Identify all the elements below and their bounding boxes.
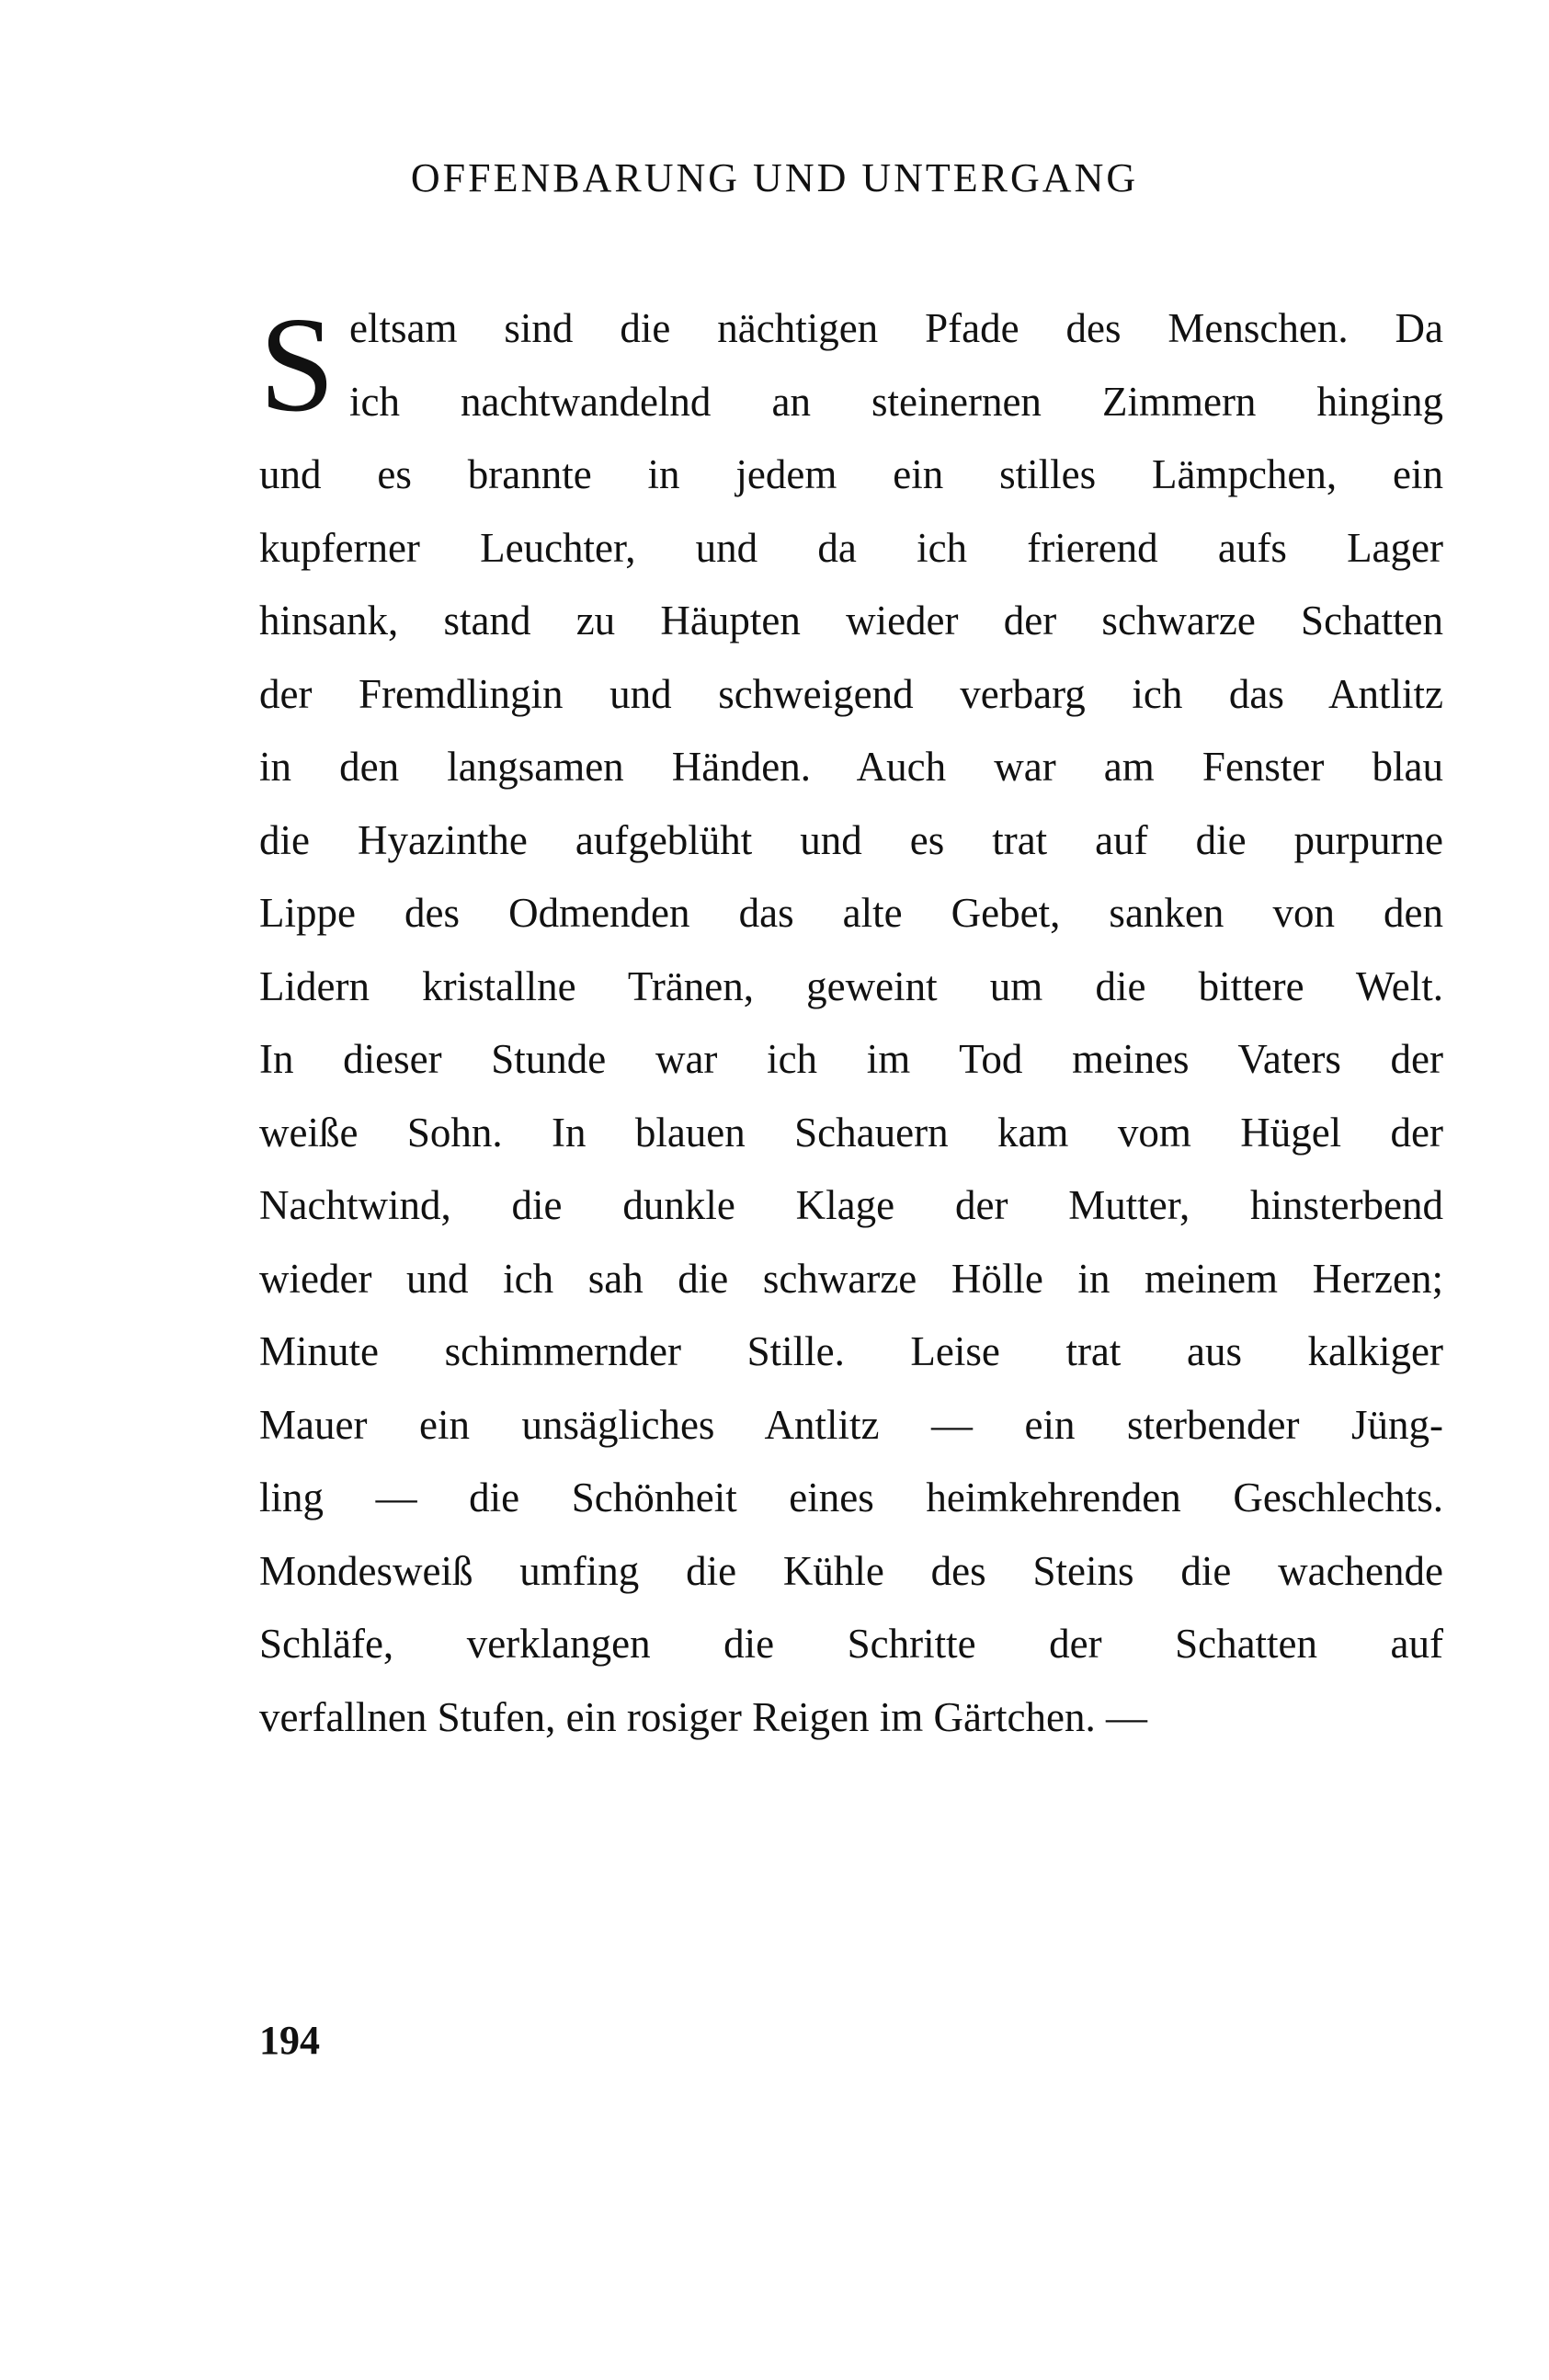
text-line: Mondesweiß umfing die Kühle des Steins die wachende bbox=[259, 1547, 1443, 1594]
text-line: Lippe des Odmenden das alte Gebet, sanken von den bbox=[259, 890, 1443, 936]
text-line: eltsam sind die nächtigen Pfade des Menschen. Da bbox=[349, 305, 1443, 351]
text-line: ich nachtwandelnd an steinernen Zimmern hinging bbox=[349, 378, 1443, 425]
text-line: weiße Sohn. In blauen Schauern kam vom Hügel der bbox=[259, 1109, 1443, 1156]
text-line: der Fremdlingin und schweigend verbarg ich das Antlitz bbox=[259, 670, 1443, 717]
text-line: hinsank, stand zu Häupten wieder der schwarze Schatten bbox=[259, 598, 1443, 643]
text-line: wieder und ich sah die schwarze Hölle in meinem Herzen; bbox=[259, 1255, 1443, 1302]
drop-cap-initial: S bbox=[259, 290, 336, 440]
body-text bbox=[259, 292, 1443, 1754]
text-line: und es brannte in jedem ein stilles Lämpchen, ein bbox=[259, 451, 1443, 497]
running-head: OFFENBARUNG UND UNTERGANG bbox=[410, 155, 1139, 200]
text-line: ling — die Schönheit eines heimkehrenden Geschlechts. bbox=[259, 1475, 1443, 1520]
text-line: kupferner Leuchter, und da ich frierend aufs Lager bbox=[259, 524, 1443, 571]
text-line: in den langsamen Händen. Auch war am Fenster blau bbox=[259, 744, 1443, 790]
text-line: Mauer ein unsägliches Antlitz — ein sterbender Jüng- bbox=[259, 1401, 1443, 1448]
text-line: Nachtwind, die dunkle Klage der Mutter, hinsterbend bbox=[259, 1182, 1443, 1228]
text-line: Minute schimmernder Stille. Leise trat aus kalkiger bbox=[259, 1328, 1443, 1374]
text-line: verfallnen Stufen, ein rosiger Reigen im Gärtchen. — bbox=[259, 1693, 1147, 1740]
text-line: Schläfe, verklangen die Schritte der Schatten auf bbox=[259, 1621, 1443, 1667]
text-line: In dieser Stunde war ich im Tod meines Vaters der bbox=[259, 1036, 1443, 1082]
text-line: Lidern kristallne Tränen, geweint um die bittere Welt. bbox=[259, 962, 1443, 1009]
text-line: die Hyazinthe aufgeblüht und es trat auf die purpurne bbox=[259, 816, 1443, 863]
page-number: 194 bbox=[259, 2018, 320, 2063]
